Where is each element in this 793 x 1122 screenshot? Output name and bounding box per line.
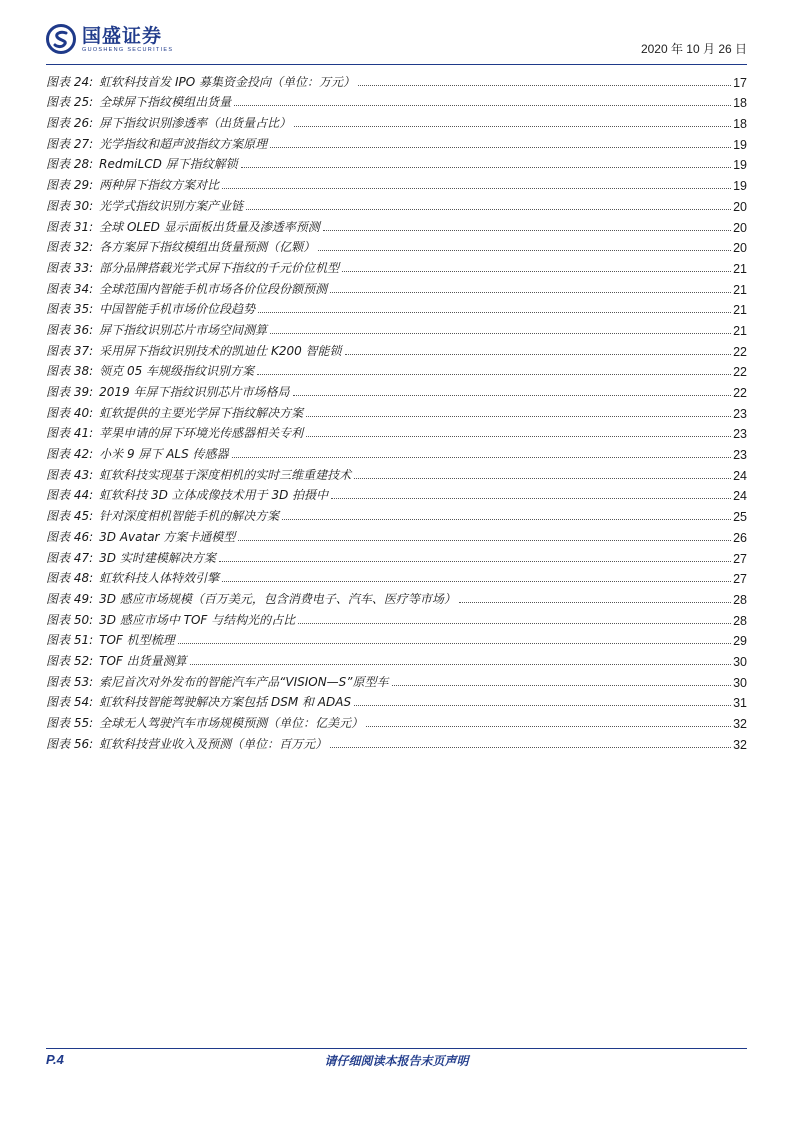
dot-leader	[241, 167, 731, 168]
figure-number: 图表 50:	[46, 612, 94, 627]
brand-name-en: GUOSHENG SECURITIES	[82, 46, 174, 53]
toc-entry[interactable]	[46, 90, 747, 111]
toc-entry[interactable]	[46, 193, 747, 214]
figure-page-number: 22	[733, 344, 747, 359]
figure-number: 图表 35:	[46, 302, 94, 317]
figure-title: 全球无人驾驶汽车市场规模预测（单位：亿美元）	[99, 716, 364, 730]
dot-leader	[306, 436, 731, 437]
toc-entry[interactable]	[46, 317, 747, 338]
dot-leader	[270, 333, 731, 334]
header-divider	[46, 64, 747, 65]
figure-number: 图表 44:	[46, 488, 94, 503]
toc-entry[interactable]	[46, 359, 747, 380]
figure-page-number: 22	[733, 365, 747, 380]
figure-number: 图表 24:	[46, 74, 94, 89]
toc-entry[interactable]	[46, 69, 747, 90]
figure-page-number: 23	[733, 406, 747, 421]
figure-number: 图表 46:	[46, 529, 94, 544]
figure-title: 全球屏下指纹模组出货量	[99, 95, 232, 110]
dot-leader	[342, 271, 731, 272]
page-header	[46, 24, 747, 64]
figure-number: 图表 51:	[46, 633, 94, 648]
figure-title: TOF 机型梳理	[99, 633, 175, 648]
toc-entry[interactable]	[46, 462, 747, 483]
figure-number: 图表 27:	[46, 136, 94, 151]
figure-page-number: 21	[733, 323, 747, 338]
figure-number: 图表 43:	[46, 467, 94, 482]
dot-leader	[358, 85, 731, 86]
figure-page-number: 32	[733, 717, 747, 731]
figure-title: 虹软科技实现基于深度相机的实时三维重建技术	[99, 467, 352, 482]
dot-leader	[354, 478, 731, 479]
dot-leader	[345, 354, 732, 355]
toc-entry[interactable]	[46, 276, 747, 297]
toc-entry[interactable]	[46, 214, 747, 235]
toc-entry[interactable]	[46, 710, 747, 731]
toc-entry[interactable]	[46, 131, 747, 152]
figure-number: 图表 32:	[46, 240, 94, 255]
toc-entry[interactable]	[46, 503, 747, 524]
figure-number: 图表 49:	[46, 591, 94, 606]
dot-leader	[258, 312, 731, 313]
figure-page-number: 25	[733, 510, 747, 525]
toc-entry[interactable]	[46, 379, 747, 400]
figure-number: 图表 25:	[46, 95, 94, 110]
dot-leader	[219, 561, 731, 562]
toc-entry[interactable]	[46, 648, 747, 669]
figure-number: 图表 45:	[46, 509, 94, 524]
figure-page-number: 29	[733, 634, 747, 649]
figure-page-number: 18	[733, 96, 747, 111]
figure-page-number: 21	[733, 282, 747, 297]
toc-entry[interactable]	[46, 235, 747, 256]
figure-title: 屏下指纹识别芯片市场空间测算	[99, 322, 268, 337]
figure-number: 图表 40:	[46, 405, 94, 420]
toc-entry[interactable]	[46, 607, 747, 628]
figure-title: 虹软科技智能驾驶解决方案包括 DSM 和 ADAS	[99, 695, 352, 710]
figure-title: 针对深度相机智能手机的解决方案	[99, 509, 280, 524]
figure-title: 全球范围内智能手机市场各价位段份额预测	[99, 281, 328, 296]
figure-page-number: 19	[733, 158, 747, 173]
figure-title: 3D Avatar 方案卡通模型	[99, 529, 236, 544]
figure-title: 各方案屏下指纹模组出货量预测（亿颗）	[99, 240, 316, 255]
figure-number: 图表 34:	[46, 281, 94, 296]
figure-page-number: 21	[733, 261, 747, 276]
figure-number: 图表 48:	[46, 571, 94, 586]
figure-title: TOF 出货量测算	[99, 653, 187, 668]
figure-page-number: 19	[733, 137, 747, 152]
figure-title: 虹软科技人体特效引擎	[99, 571, 220, 586]
toc-entry[interactable]	[46, 545, 747, 566]
toc-entry[interactable]	[46, 669, 747, 690]
figure-number: 图表 30:	[46, 198, 94, 213]
figure-title: 光学指纹和超声波指纹方案原理	[99, 136, 268, 151]
figure-page-number: 17	[733, 75, 747, 90]
figure-page-number: 32	[733, 737, 747, 752]
figure-page-number: 30	[733, 675, 747, 690]
figure-title: 采用屏下指纹识别技术的凯迪仕 K200 智能锁	[99, 343, 342, 358]
figure-number: 图表 37:	[46, 343, 94, 358]
figure-title: 部分品牌搭载光学式屏下指纹的千元价位机型	[99, 260, 340, 275]
figure-number: 图表 47:	[46, 550, 94, 565]
dot-leader	[178, 643, 731, 644]
dot-leader	[392, 685, 732, 686]
figure-title: 2019 年屏下指纹识别芯片市场格局	[99, 385, 290, 399]
figure-title: 虹软提供的主要光学屏下指纹解决方案	[99, 405, 304, 420]
dot-leader	[234, 105, 731, 106]
dot-leader	[293, 395, 732, 396]
dot-leader	[459, 602, 731, 603]
figure-page-number: 27	[733, 551, 747, 566]
toc-entry[interactable]	[46, 152, 747, 173]
figure-number: 图表 29:	[46, 178, 94, 193]
figure-title: 虹软科技营业收入及预测（单位：百万元）	[99, 736, 328, 751]
figure-title: 3D 实时建模解决方案	[99, 550, 216, 565]
figure-title: RedmiLCD 屏下指纹解锁	[99, 157, 238, 172]
report-date: 2020 年 10 月 26 日	[640, 42, 747, 56]
toc-entry[interactable]	[46, 731, 747, 752]
figure-page-number: 27	[733, 572, 747, 587]
dot-leader	[238, 540, 731, 541]
figure-title: 中国智能手机市场价位段趋势	[99, 302, 256, 317]
figure-number: 图表 41:	[46, 426, 94, 441]
figure-number: 图表 55:	[46, 716, 94, 730]
toc-entry[interactable]	[46, 400, 747, 421]
dot-leader	[232, 457, 732, 458]
figure-title: 虹软科技 3D 立体成像技术用于 3D 拍摄中	[99, 488, 329, 503]
dot-leader	[190, 664, 731, 665]
guosheng-logo-icon	[46, 24, 76, 54]
dot-leader	[270, 147, 731, 148]
dot-leader	[323, 230, 731, 231]
figure-title: 3D 感应市场中 TOF 与结构光的占比	[99, 612, 296, 627]
figure-page-number: 28	[733, 592, 747, 607]
figure-number: 图表 33:	[46, 260, 94, 275]
figure-page-number: 22	[733, 386, 747, 400]
figure-page-number: 19	[733, 179, 747, 194]
dot-leader	[294, 126, 731, 127]
footer-divider	[46, 1048, 747, 1049]
dot-leader	[222, 581, 731, 582]
toc-entry[interactable]	[46, 524, 747, 545]
toc-entry[interactable]	[46, 566, 747, 587]
figure-page-number: 20	[733, 199, 747, 214]
toc-entry[interactable]	[46, 586, 747, 607]
figure-page-number: 24	[733, 489, 747, 504]
figure-title: 3D 感应市场规模（百万美元，包含消费电子、汽车、医疗等市场）	[99, 591, 456, 606]
toc-entry[interactable]	[46, 172, 747, 193]
figure-title: 两种屏下指纹方案对比	[99, 178, 220, 193]
toc-entry[interactable]	[46, 338, 747, 359]
dot-leader	[354, 705, 731, 706]
company-logo	[46, 24, 173, 54]
figure-number: 图表 36:	[46, 322, 94, 337]
figure-page-number: 23	[733, 448, 747, 463]
figure-page-number: 20	[733, 241, 747, 256]
toc-entry[interactable]	[46, 628, 747, 649]
dot-leader	[318, 250, 731, 251]
figure-number: 图表 53:	[46, 674, 94, 689]
figure-page-number: 23	[733, 427, 747, 442]
figure-title: 领克 05 车规级指纹识别方案	[99, 364, 255, 379]
dot-leader	[282, 519, 731, 520]
figure-page-number: 28	[733, 613, 747, 628]
figure-title: 虹软科技首发 IPO 募集资金投向（单位：万元）	[99, 74, 355, 89]
figure-number: 图表 31:	[46, 219, 94, 234]
toc-entry[interactable]	[46, 690, 747, 711]
figure-number: 图表 26:	[46, 116, 94, 131]
toc-entry[interactable]	[46, 110, 747, 131]
figure-page-number: 31	[733, 696, 747, 711]
figure-title: 光学式指纹识别方案产业链	[99, 198, 244, 213]
figure-page-number: 26	[733, 530, 747, 545]
toc-entry[interactable]	[46, 441, 747, 462]
brand-name-cn: 国盛证券	[82, 24, 163, 47]
toc-entry[interactable]	[46, 421, 747, 442]
figure-page-number: 18	[733, 117, 747, 132]
dot-leader	[246, 209, 731, 210]
page-number: P.4	[46, 1052, 64, 1067]
dot-leader	[366, 726, 731, 727]
figure-number: 图表 56:	[46, 736, 94, 751]
figure-page-number: 24	[733, 468, 747, 483]
dot-leader	[298, 623, 731, 624]
figure-title: 屏下指纹识别渗透率（出货量占比）	[99, 116, 292, 131]
dot-leader	[331, 498, 731, 499]
footer-disclaimer: 请仔细阅读本报告末页声明	[324, 1054, 469, 1068]
figure-title: 苹果申请的屏下环境光传感器相关专利	[99, 426, 304, 441]
figure-title: 全球 OLED 显示面板出货量及渗透率预测	[99, 219, 320, 234]
figure-title: 小米 9 屏下 ALS 传感器	[99, 447, 229, 462]
figure-number: 图表 42:	[46, 447, 94, 462]
dot-leader	[330, 747, 731, 748]
figure-page-number: 20	[733, 220, 747, 235]
figure-number: 图表 52:	[46, 653, 94, 668]
figure-list	[46, 69, 747, 752]
figure-number: 图表 38:	[46, 364, 94, 379]
figure-page-number: 21	[733, 303, 747, 318]
figure-page-number: 30	[733, 654, 747, 669]
toc-entry[interactable]	[46, 483, 747, 504]
dot-leader	[330, 292, 731, 293]
figure-number: 图表 28:	[46, 157, 94, 172]
dot-leader	[222, 188, 731, 189]
figure-title: 索尼首次对外发布的智能汽车产品“VISION—S”原型车	[99, 674, 389, 689]
figure-number: 图表 39:	[46, 385, 94, 399]
dot-leader	[257, 374, 731, 375]
toc-entry[interactable]	[46, 255, 747, 276]
figure-number: 图表 54:	[46, 695, 94, 710]
toc-entry[interactable]	[46, 297, 747, 318]
dot-leader	[306, 416, 731, 417]
